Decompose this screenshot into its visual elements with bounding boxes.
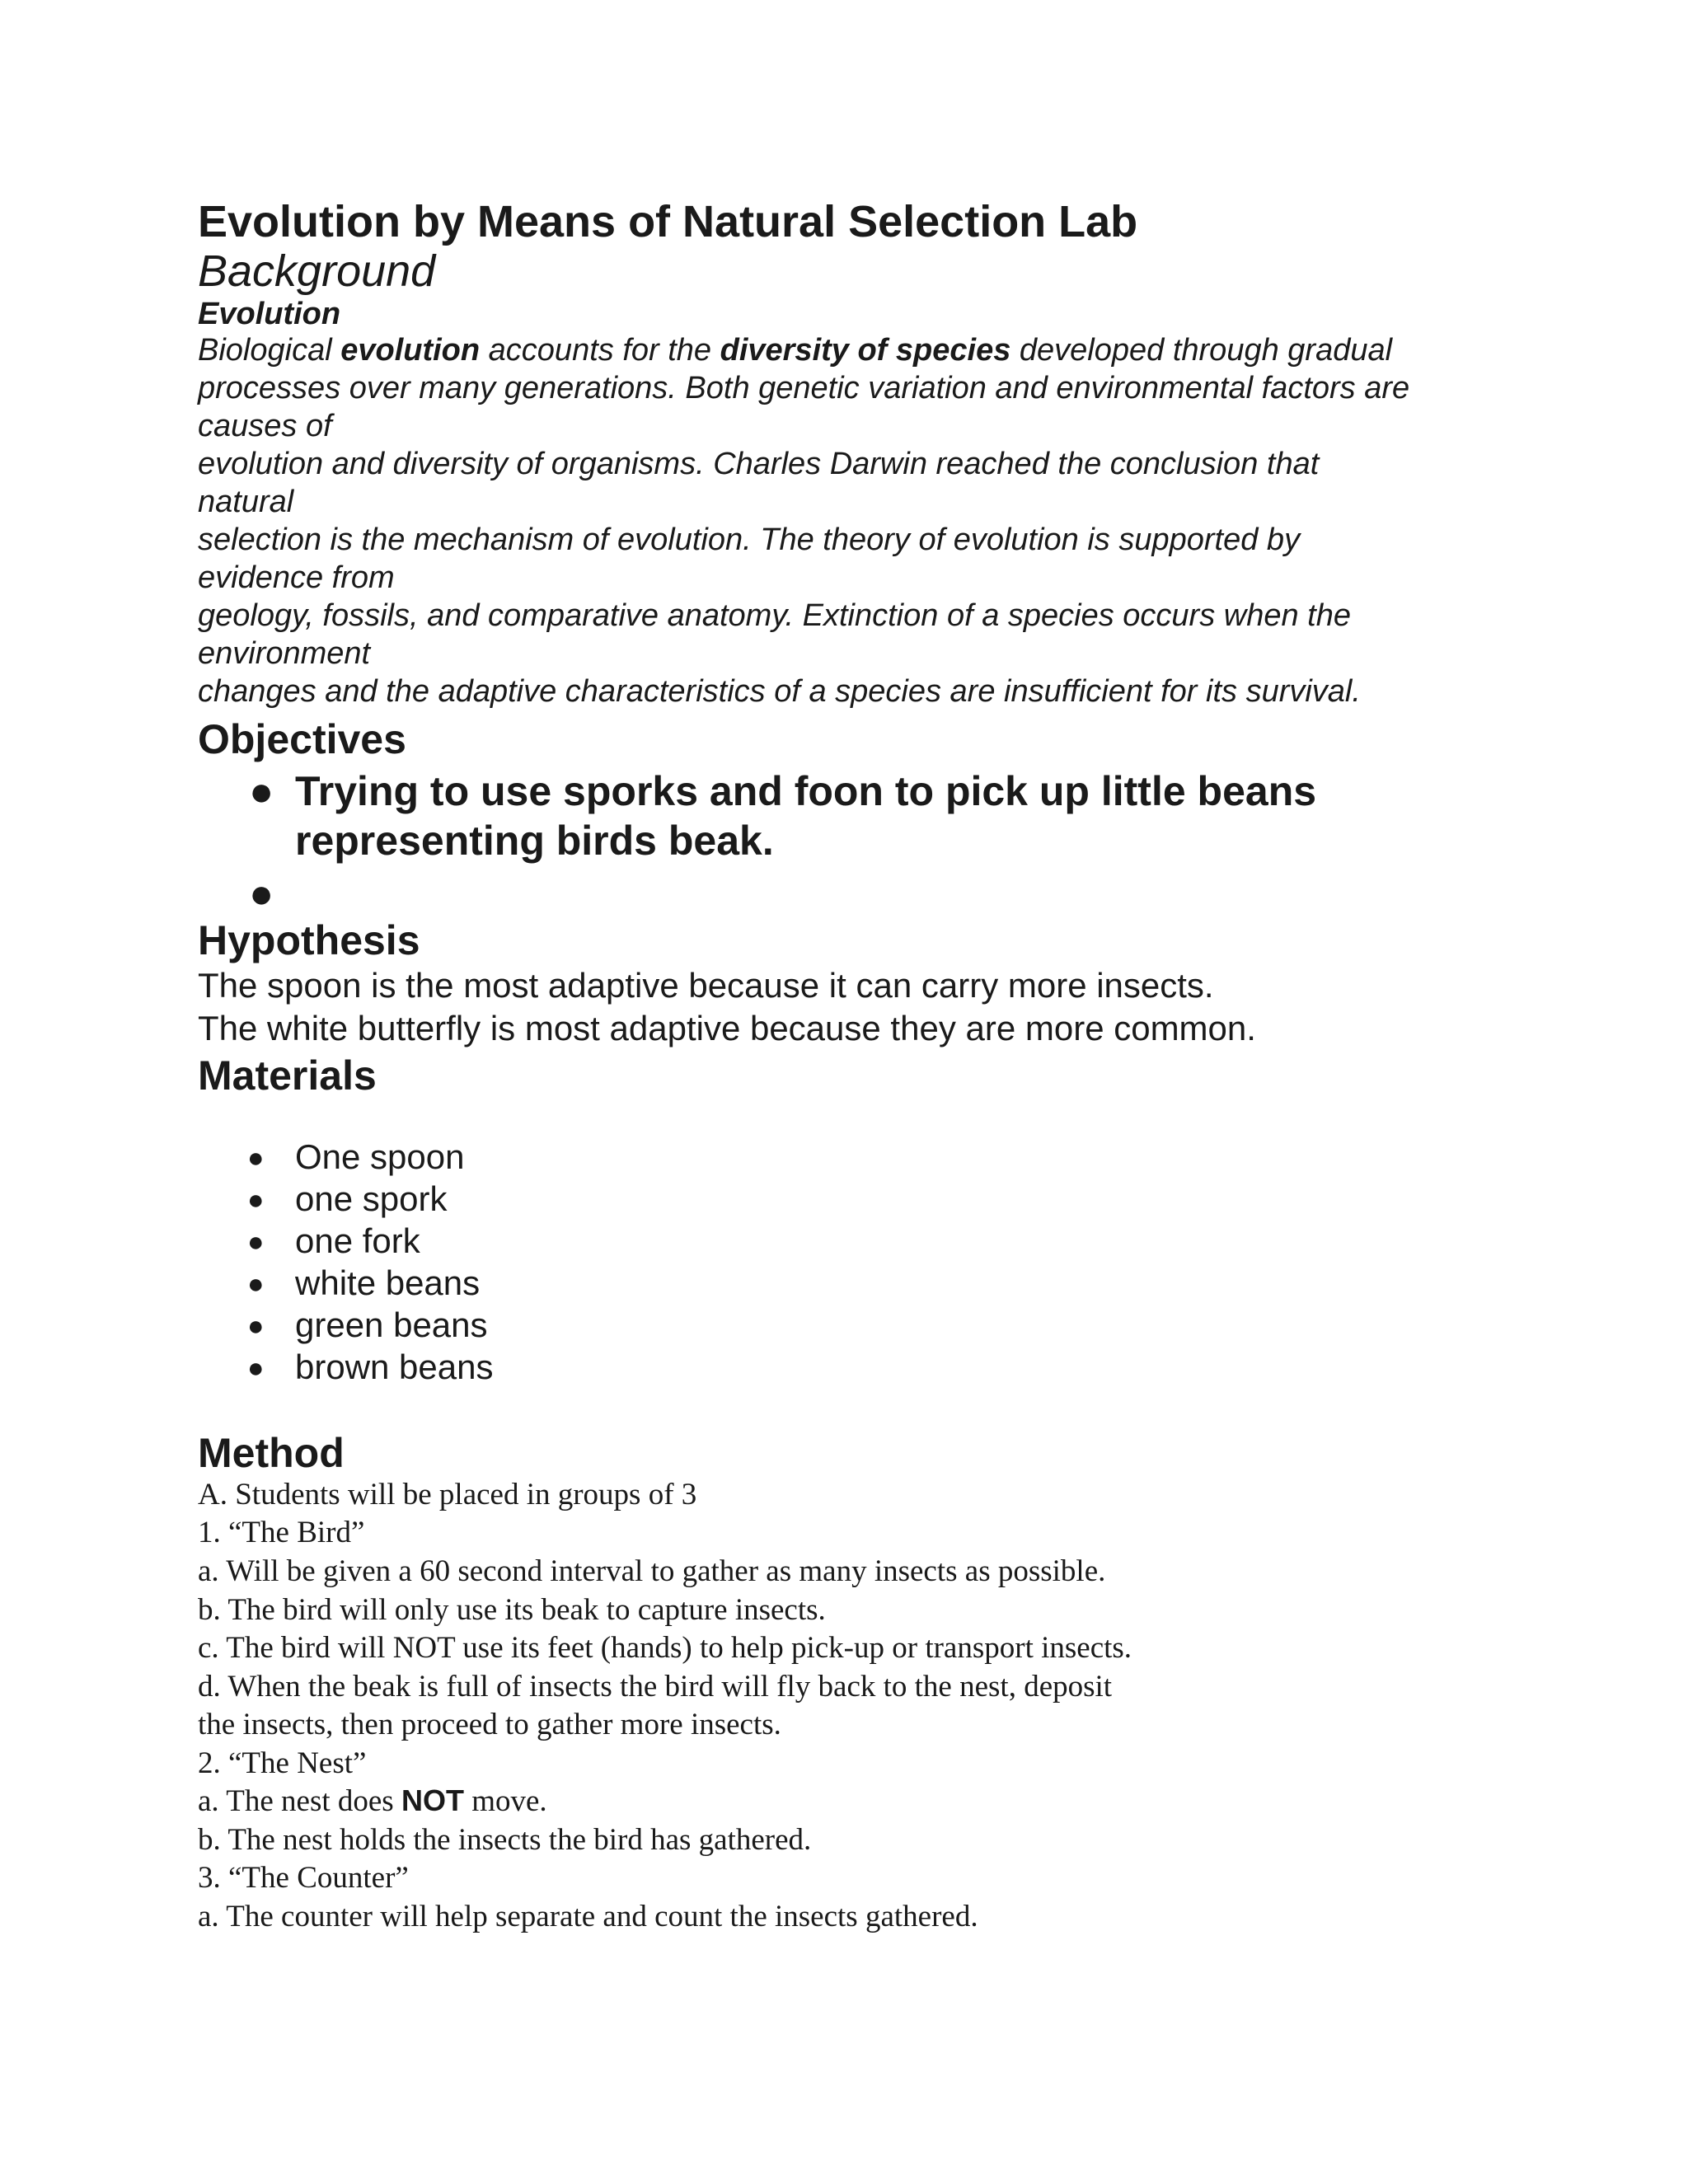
background-paragraph-line: environment bbox=[198, 636, 371, 671]
bold-term-diversity: diversity of species bbox=[720, 333, 1011, 368]
method-line: b. The nest holds the insects the bird has gathered. bbox=[198, 1823, 812, 1857]
background-paragraph-line: natural bbox=[198, 485, 294, 519]
document-title: Evolution by Means of Natural Selection Lab bbox=[198, 197, 1138, 246]
background-paragraph-line: selection is the mechanism of evolution. The theory of evolution is supported by bbox=[198, 523, 1301, 557]
material-text: brown beans bbox=[295, 1347, 494, 1386]
text-span: accounts for the bbox=[480, 333, 720, 368]
background-paragraph-line: evolution and diversity of organisms. Charles Darwin reached the conclusion that bbox=[198, 447, 1320, 481]
method-line: a. Will be given a 60 second interval to gather as many insects as possible. bbox=[198, 1554, 1106, 1588]
text-span: a. The nest does bbox=[198, 1784, 401, 1818]
bullet-icon: ● bbox=[247, 1352, 265, 1384]
method-line: 3. “The Counter” bbox=[198, 1861, 409, 1895]
background-paragraph-line bbox=[198, 331, 1392, 369]
bullet-icon: ● bbox=[247, 1142, 265, 1174]
background-paragraph-line: geology, fossils, and comparative anatomy. Extinction of a species occurs when the bbox=[198, 598, 1351, 633]
material-text: One spoon bbox=[295, 1137, 465, 1176]
method-heading: Method bbox=[198, 1430, 345, 1476]
hypothesis-heading: Hypothesis bbox=[198, 917, 420, 963]
objective-text: representing birds beak. bbox=[295, 818, 774, 864]
objectives-heading: Objectives bbox=[198, 716, 406, 762]
background-paragraph-line: changes and the adaptive characteristics of a species are insufficient for its survival. bbox=[198, 674, 1361, 709]
hypothesis-line: The white butterfly is most adaptive because they are more common. bbox=[198, 1009, 1256, 1047]
bullet-icon: ● bbox=[249, 768, 274, 814]
hypothesis-line: The spoon is the most adaptive because it can carry more insects. bbox=[198, 966, 1214, 1005]
method-line: a. The counter will help separate and count the insects gathered. bbox=[198, 1900, 978, 1933]
objective-text: Trying to use sporks and foon to pick up little beans bbox=[295, 768, 1317, 814]
bullet-icon: ● bbox=[247, 1226, 265, 1258]
background-paragraph-line: evidence from bbox=[198, 560, 395, 595]
material-text: white beans bbox=[295, 1263, 481, 1302]
background-heading: Background bbox=[198, 246, 436, 296]
method-line: b. The bird will only use its beak to capture insects. bbox=[198, 1593, 826, 1627]
method-line: 1. “The Bird” bbox=[198, 1516, 365, 1549]
bullet-icon: ● bbox=[247, 1310, 265, 1342]
bold-emphasis-not: NOT bbox=[401, 1783, 464, 1817]
material-text: one fork bbox=[295, 1221, 420, 1260]
method-line bbox=[198, 1783, 547, 1819]
bullet-icon: ● bbox=[247, 1268, 265, 1300]
bullet-icon: ● bbox=[247, 1184, 265, 1216]
method-line: 2. “The Nest” bbox=[198, 1746, 367, 1780]
material-text: one spork bbox=[295, 1179, 448, 1218]
background-paragraph-line: causes of bbox=[198, 409, 332, 443]
method-line: the insects, then proceed to gather more insects. bbox=[198, 1708, 781, 1741]
material-text: green beans bbox=[295, 1305, 488, 1344]
bullet-icon: ● bbox=[249, 870, 274, 916]
method-line: c. The bird will NOT use its feet (hands) to help pick-up or transport insects. bbox=[198, 1631, 1132, 1665]
evolution-subheading: Evolution bbox=[198, 297, 341, 331]
method-line: d. When the beak is full of insects the bird will fly back to the nest, deposit bbox=[198, 1670, 1113, 1704]
materials-heading: Materials bbox=[198, 1052, 377, 1099]
text-span: developed through gradual bbox=[1010, 333, 1393, 368]
text-span: move. bbox=[463, 1784, 547, 1818]
text-span: Biological bbox=[198, 333, 341, 368]
background-paragraph-line: processes over many generations. Both genetic variation and environmental factors are bbox=[198, 371, 1410, 405]
bold-term-evolution: evolution bbox=[340, 333, 481, 368]
method-line: A. Students will be placed in groups of 3 bbox=[198, 1478, 697, 1511]
